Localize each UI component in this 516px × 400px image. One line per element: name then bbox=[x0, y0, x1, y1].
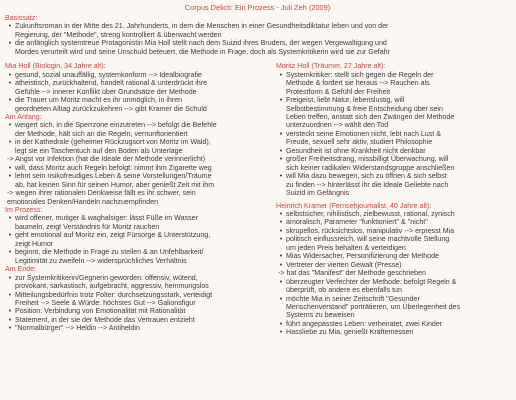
mia-traits-list bbox=[5, 71, 273, 113]
bullet-icon: • bbox=[8, 96, 12, 105]
bullet-item bbox=[276, 235, 509, 243]
bullet-text: Position: Verbindung von Emotionalität mit Rationalität bbox=[15, 307, 186, 316]
bullet-text: zur Systemkritikerin/Gegnerin geworden: offensiv, wütend, bbox=[15, 273, 198, 282]
bullet-text-continuation: Systems zu beweisen bbox=[286, 311, 355, 320]
bullet-text: weigert sich, in die Sperrzone einzutreten --> befolgt die Befehle bbox=[15, 121, 217, 130]
mia-heading: Mia Holl (Biologin, 34 Jahre alt): bbox=[5, 62, 106, 71]
bullet-text: Statement, in der sie der Methode das Vertrauen entzieht bbox=[15, 315, 195, 324]
basissatz-section bbox=[5, 14, 510, 56]
bullet-icon: • bbox=[279, 294, 283, 303]
bullet-text: Hassliebe zu Mia, genießt Kräftemessen bbox=[286, 328, 414, 337]
left-column bbox=[5, 62, 273, 337]
bullet-item bbox=[5, 79, 273, 87]
note-line: -> wegen ihrer rationalen Denkweise fällt es ihr schwer, sein bbox=[7, 189, 196, 198]
bullet-text-continuation: Methode & fordert sie heraus --> Rauchen als bbox=[286, 79, 430, 88]
bullet-icon: • bbox=[8, 248, 12, 257]
bullet-icon: • bbox=[8, 138, 12, 147]
bullet-text-continuation: Freude, sexuell sehr aktiv, studiert Philosophie bbox=[286, 138, 433, 147]
bullet-text-continuation: sich keiner radikalen Widerstandsgruppe anschließen bbox=[286, 163, 455, 172]
mia-ende-list bbox=[5, 274, 273, 333]
bullet-text: die anfänglich systemtreue Protagonistin Mia Holl stellt nach dem Suizid ihres Bruders, der wegen Vergewaltigung und bbox=[15, 39, 387, 48]
note-line: emotionales Denken/Handeln nachzuempfinden bbox=[7, 197, 159, 206]
note-line: -> Angst vor Infektion (hat die Ideale der Methode verinnerlicht) bbox=[7, 155, 206, 164]
bullet-text: in der Kathedrale (geheimer Rückzugsort von Moritz im Wald), bbox=[15, 138, 211, 147]
bullet-item bbox=[276, 218, 509, 226]
bullet-icon: • bbox=[279, 146, 283, 155]
mia-ende-heading: Am Ende: bbox=[5, 265, 37, 274]
bullet-item bbox=[5, 324, 273, 332]
bullet-text: lehnt sein risikofreudiges Leben & seine Vorstellungen/Träume bbox=[15, 172, 212, 181]
bullet-text: gesund, sozial unauffällig, systemkonform --> Idealbiografie bbox=[15, 70, 202, 79]
bullet-icon: • bbox=[279, 319, 283, 328]
bullet-text-continuation: zeigt Humor bbox=[15, 239, 54, 248]
mia-anfang-list bbox=[5, 121, 273, 155]
document-title: Corpus Delicti: Ein Prozess - Juli Zeh (2009) bbox=[184, 3, 331, 12]
bullet-item bbox=[5, 39, 510, 47]
bullet-text: führt angepasstes Leben: verheiratet, zwei Kinder bbox=[286, 319, 443, 328]
bullet-text: atheistisch, zurückhaltend, handelt rational & unterdrückt ihre bbox=[15, 79, 208, 88]
mia-anfang-list-2 bbox=[5, 164, 273, 189]
bullet-text-continuation: Mordes verurteilt wird und seine Unschuld beteuert, die Methode in Frage, doch als Systemkritikerin wird sie zur Gefahr bbox=[15, 47, 390, 56]
bullet-text: beginnt, die Methode in Frage zu stellen & an Unfehlbarkeit/ bbox=[15, 248, 204, 257]
bullet-text-continuation: Protestform & Gefühl der Freiheit bbox=[286, 87, 391, 96]
bullet-icon: • bbox=[279, 277, 283, 286]
bullet-icon: • bbox=[8, 290, 12, 299]
bullet-item bbox=[5, 316, 273, 324]
bullet-item bbox=[276, 227, 509, 235]
bullet-text-continuation: legt sie ein Taschentuch auf den Boden als Unterlage bbox=[15, 146, 183, 155]
bullet-icon: • bbox=[8, 307, 12, 316]
bullet-text: Freigeist, liebt Natur, lebenslustig, will bbox=[286, 96, 405, 105]
bullet-item bbox=[276, 147, 509, 155]
bullet-item bbox=[5, 96, 273, 104]
bullet-item bbox=[276, 130, 509, 138]
bullet-text: amoralisch, Parameter "funktioniert" & "nicht" bbox=[286, 218, 428, 227]
bullet-icon: • bbox=[8, 231, 12, 240]
bullet-text: versteckt seine Emotionen nicht, lebt nach Lust & bbox=[286, 129, 441, 138]
bullet-item bbox=[5, 172, 273, 180]
bullet-icon: • bbox=[279, 235, 283, 244]
bullet-icon: • bbox=[8, 22, 12, 31]
bullet-item bbox=[5, 231, 273, 239]
bullet-text-continuation: Suizid im Gefängnis bbox=[286, 189, 350, 198]
bullet-icon: • bbox=[279, 129, 283, 138]
bullet-text-continuation: ab, hat keinen Sinn für seinen Humor, aber genießt Zeit mit ihm bbox=[15, 180, 215, 189]
bullet-item bbox=[276, 278, 509, 286]
bullet-item bbox=[276, 71, 509, 79]
bullet-text: Systemkritiker: stellt sich gegen die Regeln der bbox=[286, 70, 434, 79]
bullet-icon: • bbox=[8, 163, 12, 172]
bullet-text: großer Freiheitsdrang, missbilligt Überwachung, will bbox=[286, 155, 449, 164]
bullet-icon: • bbox=[279, 70, 283, 79]
bullet-icon: • bbox=[279, 260, 283, 269]
bullet-item bbox=[276, 328, 509, 336]
columns bbox=[5, 62, 510, 337]
mia-werte-note bbox=[5, 189, 273, 206]
bullet-item bbox=[5, 248, 273, 256]
bullet-item bbox=[5, 71, 273, 79]
bullet-text: skrupellos, rücksichtslos, manipulativ --> erpresst Mia bbox=[286, 226, 455, 235]
bullet-text: Mitteilungsbedürfnis trotz Folter: durchsetzungsstark, verteidigt bbox=[15, 290, 213, 299]
bullet-item bbox=[276, 172, 509, 180]
bullet-item bbox=[5, 121, 273, 129]
right-column bbox=[273, 62, 509, 337]
bullet-item bbox=[5, 291, 273, 299]
bullet-icon: • bbox=[8, 273, 12, 282]
bullet-text-continuation: Freiheit --> Seele & Würde: höchstes Gut --> Galionsfigur bbox=[15, 298, 196, 307]
bullet-text: will Mia dazu bewegen, sich zu öffnen & sich selbst bbox=[286, 172, 447, 181]
bullet-item bbox=[276, 320, 509, 328]
bullet-text-continuation: überprüft, ob andere es ebenfalls tun bbox=[286, 286, 402, 295]
note-line: -> hat das "Manifest" der Methode geschrieben bbox=[278, 269, 426, 278]
bullet-icon: • bbox=[8, 172, 12, 181]
bullet-icon: • bbox=[8, 79, 12, 88]
bullet-icon: • bbox=[279, 328, 283, 337]
bullet-icon: • bbox=[8, 315, 12, 324]
bullet-icon: • bbox=[8, 39, 12, 48]
bullet-icon: • bbox=[279, 226, 283, 235]
bullet-text-continuation: der Methode, hält sich an die Regeln, vernunftorientiert bbox=[15, 129, 188, 138]
bullet-text: überzeugter Verfechter der Methode: befolgt Regeln & bbox=[286, 277, 457, 286]
bullet-text: geht emotional auf Moritz ein, zeigt Fürsorge & Unterstützung, bbox=[15, 231, 211, 240]
bullet-text: Zukunftsroman in der Mitte des 21. Jahrhunderts, in dem die Menschen in einer Gesundheitsdiktatur leben und von der bbox=[15, 22, 389, 31]
mia-angst-note bbox=[5, 155, 273, 163]
kramer-manifest-note bbox=[276, 269, 509, 277]
bullet-text: möchte Mia in seiner Zeitschrift "Gesunder bbox=[286, 294, 420, 303]
bullet-text-continuation: Leben treffen, anstatt sich den Zwängen der Methode bbox=[286, 112, 455, 121]
bullet-item bbox=[276, 96, 509, 104]
basissatz-heading: Basissatz: bbox=[5, 14, 38, 22]
mia-anfang-heading: Am Anfang: bbox=[5, 112, 42, 121]
bullet-icon: • bbox=[8, 214, 12, 223]
bullet-item bbox=[276, 155, 509, 163]
bullet-text-continuation: Legitimität zu zweifeln --> widersprüchliches Verhältnis bbox=[15, 256, 187, 265]
mia-prozess-heading: Im Prozess: bbox=[5, 205, 43, 214]
bullet-item bbox=[5, 214, 273, 222]
bullet-text: wird offener, mutiger & waghalsiger: lässt Füße im Wasser bbox=[15, 214, 198, 223]
bullet-icon: • bbox=[279, 96, 283, 105]
bullet-text-continuation: zu finden --> hinterlässt ihr die Ideale Geliebte nach bbox=[286, 180, 449, 189]
bullet-text: will, dass Moritz auch Regeln befolgt: nimmt ihm Zigarette weg bbox=[15, 163, 212, 172]
bullet-text-continuation: Menschenverstand" porträtieren, um Überlegenheit des bbox=[286, 302, 461, 311]
bullet-text-continuation: geordneten Alltag zurückzukehren --> gibt Kramer die Schuld bbox=[15, 104, 207, 113]
bullet-item bbox=[276, 210, 509, 218]
mia-prozess-list bbox=[5, 214, 273, 265]
bullet-text-continuation: um jeden Preis behalten & verteidigen bbox=[286, 243, 406, 252]
bullet-icon: • bbox=[8, 324, 12, 333]
moritz-heading: Moritz Holl (Träumer, 27 Jahre alt): bbox=[276, 62, 386, 71]
bullet-icon: • bbox=[279, 172, 283, 181]
bullet-icon: • bbox=[8, 121, 12, 130]
kramer-traits-list bbox=[276, 210, 509, 269]
bullet-text: Mias Widersacher, Personifizierung der Methode bbox=[286, 252, 439, 261]
basissatz-list bbox=[5, 22, 510, 56]
bullet-text: die Trauer um Moritz macht es ihr unmöglich, in ihren bbox=[15, 96, 183, 105]
bullet-text: selbstsicher, nihilistisch, zielbewusst, rational, zynisch bbox=[286, 209, 455, 218]
bullet-icon: • bbox=[279, 155, 283, 164]
bullet-text-continuation: Regierung, der "Methode", streng kontrolliert & überwacht werden bbox=[15, 30, 222, 39]
bullet-item bbox=[5, 138, 273, 146]
kramer-traits-list-2 bbox=[276, 278, 509, 337]
bullet-icon: • bbox=[279, 252, 283, 261]
bullet-item bbox=[5, 307, 273, 315]
bullet-item bbox=[276, 261, 509, 269]
bullet-text-continuation: provokant, sarkastisch, aufgebracht, aggressiv, hemmungslos bbox=[15, 282, 209, 291]
bullet-item bbox=[5, 164, 273, 172]
bullet-item bbox=[5, 274, 273, 282]
moritz-traits-list bbox=[276, 71, 509, 198]
bullet-item bbox=[5, 22, 510, 30]
kramer-heading: Heinrich Kramer (Fernsehjournalist, 40 Jahre alt): bbox=[276, 201, 432, 210]
bullet-text: Vertreter der vierten Gewalt (Presse) bbox=[286, 260, 402, 269]
bullet-icon: • bbox=[279, 209, 283, 218]
bullet-text-continuation: Selbstbestimmung & freie Entscheidung über sein bbox=[286, 104, 443, 113]
bullet-icon: • bbox=[279, 218, 283, 227]
bullet-icon: • bbox=[8, 70, 12, 79]
bullet-item bbox=[276, 295, 509, 303]
bullet-text-continuation: Gefühle --> innerer Konflikt über Grundsätze der Methode bbox=[15, 87, 197, 96]
bullet-text: Gesundheit ist ohne Krankheit nicht denkbar bbox=[286, 146, 426, 155]
bullet-item bbox=[276, 252, 509, 260]
bullet-text: "Normalbürger" --> Heldin --> Antiheldin bbox=[15, 324, 140, 333]
bullet-text-continuation: unterzuordnen --> wählt den Tod bbox=[286, 121, 389, 130]
bullet-text: politisch einflussreich, will seine machtvolle Stellung bbox=[286, 235, 450, 244]
bullet-text-continuation: baumeln, zeigt Verständnis für Moritz rauchen bbox=[15, 222, 160, 231]
